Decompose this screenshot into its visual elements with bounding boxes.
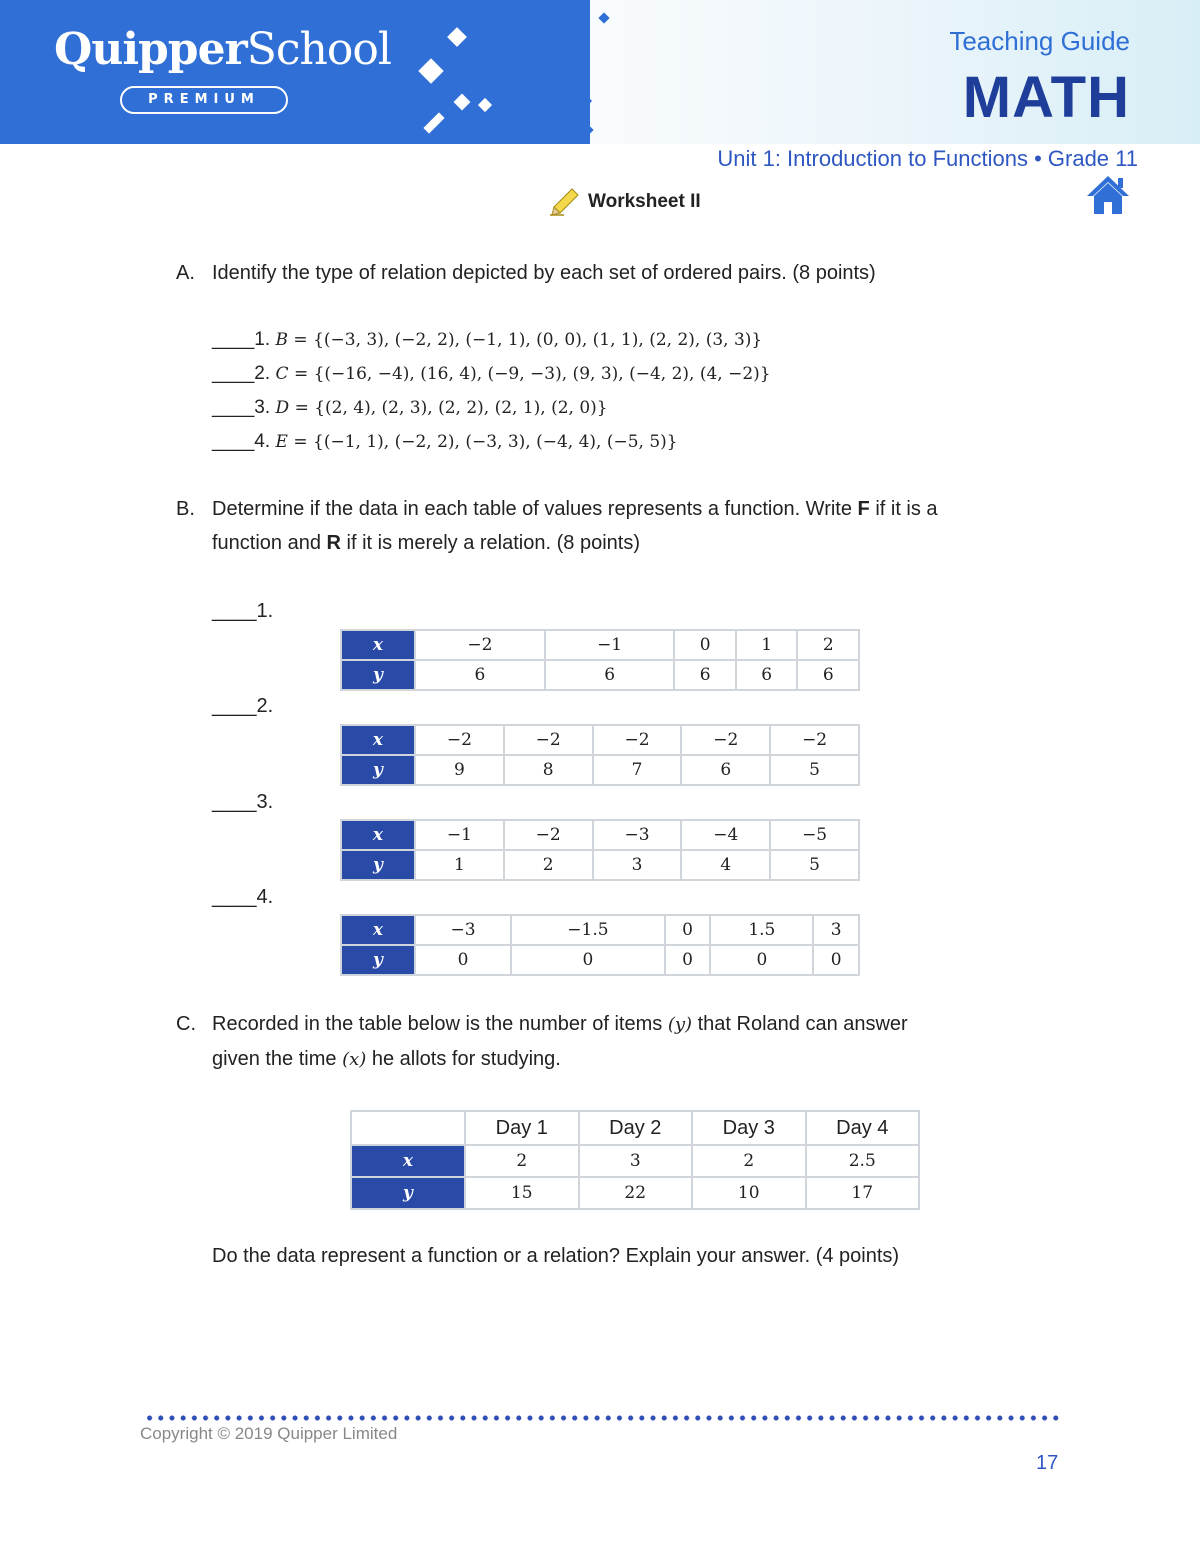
section-a-letter: A. [176, 262, 195, 284]
table-cell: −5 [770, 820, 859, 850]
table-row [341, 725, 859, 755]
y-header: y [341, 755, 415, 785]
table-cell: −2 [770, 725, 859, 755]
table-cell: 6 [415, 660, 545, 690]
y-header: y [341, 850, 415, 880]
table-cell: 3 [813, 915, 859, 945]
table-cell: 8 [504, 755, 593, 785]
section-b-instruction: Determine if the data in each table of values represents a function. Write F if it is a function and R if it is merely a relation. (8 points) [212, 498, 938, 554]
table-cell: 15 [465, 1177, 579, 1209]
x-header: x [351, 1145, 465, 1177]
table-cell: 10 [692, 1177, 806, 1209]
table-cell: −4 [681, 820, 770, 850]
table-cell: 2 [797, 630, 859, 660]
table-row [341, 915, 859, 945]
table-cell: 0 [511, 945, 665, 975]
pencil-icon [550, 187, 580, 217]
values-table-3 [340, 819, 860, 881]
table-cell: 17 [806, 1177, 920, 1209]
table-cell: 5 [770, 850, 859, 880]
relation-item-1: ____1. B = {(−3, 3), (−2, 2), (−1, 1), (0, 0), (1, 1), (2, 2), (3, 3)} [212, 329, 763, 350]
values-table-1 [340, 629, 860, 691]
table-cell: 2 [504, 850, 593, 880]
table-cell: 2 [692, 1145, 806, 1177]
table-cell: 6 [545, 660, 675, 690]
table-item-2-number: ____2. [212, 695, 274, 717]
table-row [341, 945, 859, 975]
day-header: Day 2 [579, 1111, 693, 1145]
table-cell: 1.5 [710, 915, 813, 945]
x-header: x [341, 725, 415, 755]
day-header: Day 3 [692, 1111, 806, 1145]
study-time-table [350, 1110, 920, 1210]
section-c-instruction: Recorded in the table below is the number of items (y) that Roland can answer given the time (x) he allots for studying. [212, 1013, 908, 1070]
values-table-4 [340, 914, 860, 976]
table-cell: 6 [674, 660, 736, 690]
table-row [341, 820, 859, 850]
table-cell: 3 [579, 1145, 693, 1177]
table-cell: −2 [415, 725, 504, 755]
x-header: x [341, 820, 415, 850]
table-cell: 2 [465, 1145, 579, 1177]
table-row [341, 755, 859, 785]
day-header: Day 1 [465, 1111, 579, 1145]
brand-logo: QuipperSchool [54, 24, 391, 75]
table-item-4-number: ____4. [212, 886, 274, 908]
table-item-1-number: ____1. [212, 600, 274, 622]
section-c-letter: C. [176, 1013, 196, 1035]
table-cell: −1 [415, 820, 504, 850]
table-cell: −1 [545, 630, 675, 660]
table-cell: 1 [736, 630, 798, 660]
table-cell: 4 [681, 850, 770, 880]
table-cell: 5 [770, 755, 859, 785]
section-c-question: Do the data represent a function or a relation? Explain your answer. (4 points) [212, 1245, 900, 1267]
page-header [0, 0, 1200, 144]
table-cell: 22 [579, 1177, 693, 1209]
premium-badge: PREMIUM [120, 86, 288, 114]
x-header: x [341, 630, 415, 660]
decorative-diamonds [400, 0, 660, 144]
table-cell: 6 [681, 755, 770, 785]
copyright-text: Copyright © 2019 Quipper Limited [140, 1424, 398, 1443]
table-cell: 3 [593, 850, 682, 880]
table-cell: 6 [736, 660, 798, 690]
table-item-3-number: ____3. [212, 791, 274, 813]
y-header: y [341, 945, 415, 975]
table-cell: 7 [593, 755, 682, 785]
relation-item-3: ____3. D = {(2, 4), (2, 3), (2, 2), (2, 1), (2, 0)} [212, 397, 608, 418]
values-table-2 [340, 724, 860, 786]
day-header: Day 4 [806, 1111, 920, 1145]
worksheet-title [550, 186, 701, 218]
table-row [341, 630, 859, 660]
table-row [341, 660, 859, 690]
table-cell: −2 [415, 630, 545, 660]
table-cell: 0 [665, 915, 711, 945]
table-cell: −3 [593, 820, 682, 850]
table-row [341, 850, 859, 880]
footer-dotted-divider [144, 1414, 1064, 1422]
table-cell: 1 [415, 850, 504, 880]
section-a-instruction: Identify the type of relation depicted by each set of ordered pairs. (8 points) [212, 262, 876, 284]
table-cell: −2 [681, 725, 770, 755]
table-cell: −2 [593, 725, 682, 755]
table-cell: 9 [415, 755, 504, 785]
home-icon[interactable] [1085, 174, 1131, 216]
teaching-guide-label: Teaching Guide [949, 26, 1130, 56]
table-cell: 0 [415, 945, 511, 975]
y-header: y [351, 1177, 465, 1209]
table-cell: −3 [415, 915, 511, 945]
table-cell: 0 [710, 945, 813, 975]
table-cell: 0 [674, 630, 736, 660]
page-number: 17 [1036, 1452, 1059, 1474]
table-cell: 6 [797, 660, 859, 690]
subject-title: MATH [962, 65, 1130, 130]
section-b-letter: B. [176, 498, 195, 520]
table-cell: −2 [504, 820, 593, 850]
table-cell: −2 [504, 725, 593, 755]
table-cell: 0 [665, 945, 711, 975]
table-cell: 0 [813, 945, 859, 975]
y-header: y [341, 660, 415, 690]
table-cell: −1.5 [511, 915, 665, 945]
unit-heading: Unit 1: Introduction to Functions • Grade 11 [717, 146, 1138, 171]
worksheet-label: Worksheet II [588, 191, 701, 212]
x-header: x [341, 915, 415, 945]
table-row [351, 1111, 919, 1145]
table-corner-cell [351, 1111, 465, 1145]
table-row [351, 1145, 919, 1177]
relation-item-2: ____2. C = {(−16, −4), (16, 4), (−9, −3), (9, 3), (−4, 2), (4, −2)} [212, 363, 771, 384]
table-cell: 2.5 [806, 1145, 920, 1177]
relation-item-4: ____4. E = {(−1, 1), (−2, 2), (−3, 3), (−4, 4), (−5, 5)} [212, 431, 678, 452]
table-row [351, 1177, 919, 1209]
